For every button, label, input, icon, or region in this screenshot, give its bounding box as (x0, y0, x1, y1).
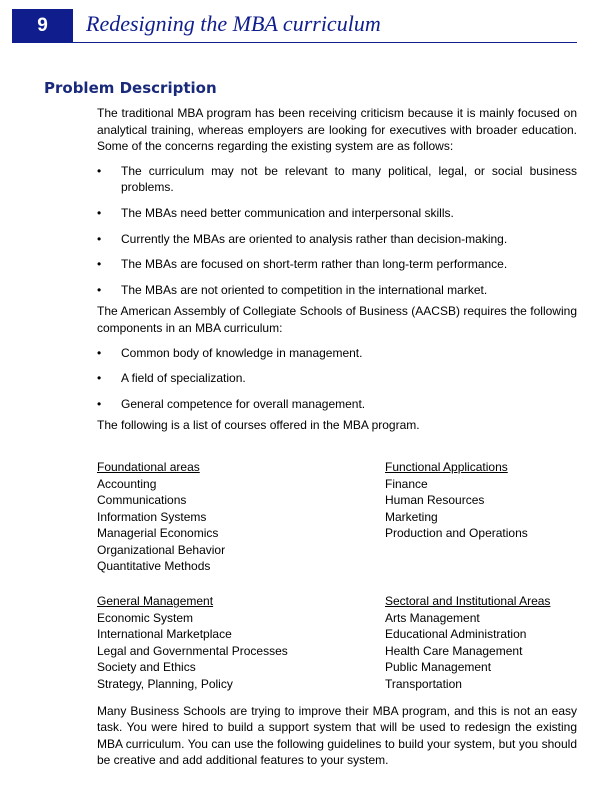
bullet-icon: • (97, 163, 102, 178)
course-group-heading: General Management (97, 594, 214, 609)
course-item: Quantitative Methods (97, 559, 211, 574)
list-item (97, 163, 577, 196)
course-group-heading: Functional Applications (385, 459, 508, 474)
courses-grid (97, 593, 577, 693)
list-item (97, 396, 577, 413)
list-item (97, 345, 577, 362)
course-item: Finance (385, 476, 428, 491)
list-item-text: General competence for overall management. (121, 396, 366, 411)
general-management (97, 593, 385, 693)
bullet-icon: • (97, 371, 102, 386)
list-item-text: The MBAs need better communication and interpersonal skills. (121, 205, 454, 220)
course-item: Accounting (97, 476, 157, 491)
list-item (97, 370, 577, 387)
header-rule (73, 42, 577, 43)
course-item: Public Management (385, 660, 492, 675)
section-heading: Problem Description (44, 79, 217, 97)
bullet-icon: • (97, 257, 102, 272)
course-item: Production and Operations (385, 526, 528, 541)
list-item (97, 256, 577, 273)
course-item: International Marketplace (97, 627, 232, 642)
list-item-text: The MBAs are focused on short-term rather than long-term performance. (121, 257, 508, 272)
course-item: Communications (97, 493, 187, 508)
course-item: Educational Administration (385, 627, 527, 642)
course-item: Organizational Behavior (97, 542, 226, 557)
components-list (97, 345, 577, 413)
intro-paragraph: The traditional MBA program has been receiving criticism because it is mainly focused on analytical training, whereas employers are looking for executives with broader education. Some of the concerns regarding the existing system are as follows: (97, 106, 577, 154)
course-item: Arts Management (385, 610, 480, 625)
course-item: Human Resources (385, 493, 485, 508)
chapter-title: Redesigning the MBA curriculum (86, 11, 381, 36)
bullet-icon: • (97, 396, 102, 411)
course-item: Transportation (385, 677, 462, 692)
sectoral-institutional-areas (385, 593, 577, 693)
bullet-icon: • (97, 231, 102, 246)
list-item (97, 231, 577, 248)
list-item-text: The MBAs are not oriented to competition in the international market. (121, 282, 488, 297)
foundational-areas (97, 459, 385, 575)
course-item: Strategy, Planning, Policy (97, 677, 233, 692)
course-item: Health Care Management (385, 643, 523, 658)
list-item-text: Common body of knowledge in management. (121, 345, 363, 360)
bullet-icon: • (97, 282, 102, 297)
bullet-icon: • (97, 345, 102, 360)
chapter-header (12, 9, 577, 43)
functional-applications (385, 459, 577, 575)
courses-grid (97, 459, 577, 575)
course-item: Marketing (385, 509, 438, 524)
course-group-heading: Sectoral and Institutional Areas (385, 594, 551, 609)
list-item (97, 205, 577, 222)
chapter-number: 9 (12, 9, 73, 43)
course-item: Managerial Economics (97, 526, 219, 541)
list-item (97, 282, 577, 299)
aacsb-paragraph: The American Assembly of Collegiate Schools of Business (AACSB) requires the following components in an MBA curriculum: (97, 304, 577, 335)
courses-intro: The following is a list of courses offered in the MBA program. (97, 418, 420, 433)
list-item-text: A field of specialization. (121, 371, 246, 386)
content-body (97, 105, 577, 769)
closing-paragraph: Many Business Schools are trying to improve their MBA program, and this is not an easy task. You were hired to build a support system that will be used to redesign the existing MBA curriculum. You can use the following guidelines to build your system, but you should be creative and add additional features to your system. (97, 703, 577, 768)
concerns-list (97, 163, 577, 299)
course-item: Economic System (97, 610, 194, 625)
list-item-text: Currently the MBAs are oriented to analysis rather than decision-making. (121, 231, 508, 246)
bullet-icon: • (97, 205, 102, 220)
list-item-text: The curriculum may not be relevant to many political, legal, or social business problems. (121, 163, 577, 195)
course-item: Information Systems (97, 509, 207, 524)
course-item: Society and Ethics (97, 660, 196, 675)
course-group-heading: Foundational areas (97, 459, 200, 474)
course-item: Legal and Governmental Processes (97, 643, 288, 658)
